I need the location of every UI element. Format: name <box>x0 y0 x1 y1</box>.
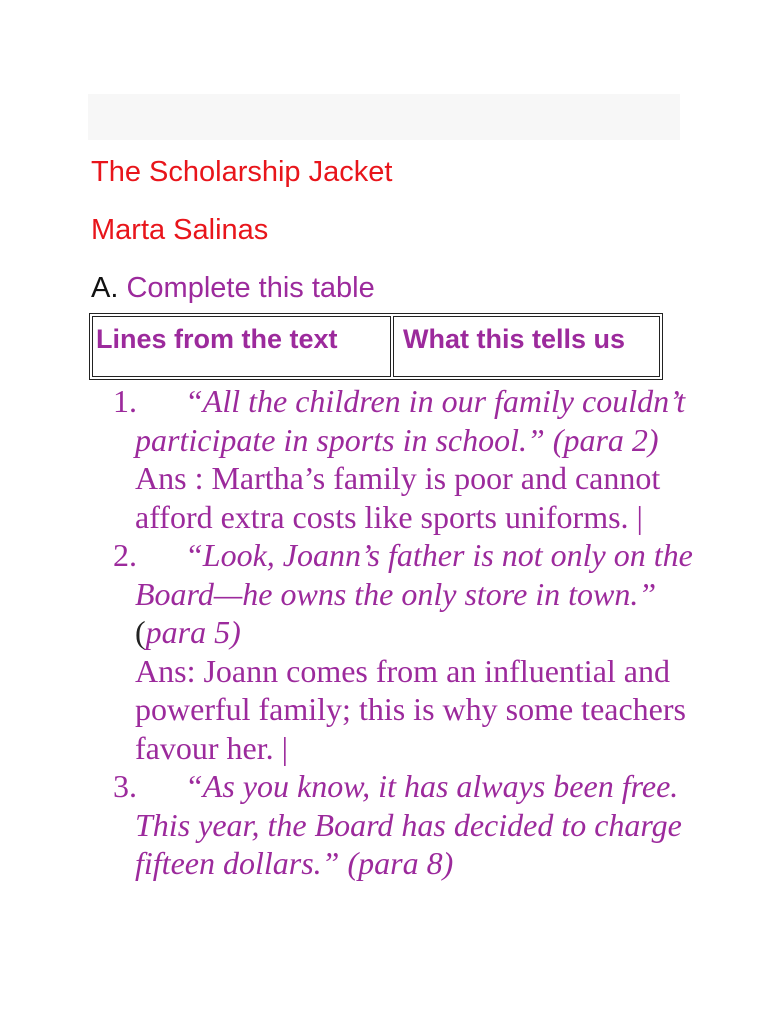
document-author: Marta Salinas <box>91 214 269 246</box>
item-quote: “All the children in our family couldn’t participate in sports in school.” <box>135 383 686 458</box>
list-item <box>0 536 768 767</box>
item-quote: “As you know, it has always been free. This year, the Board has decided to charge fifteen dollars.” <box>135 768 682 881</box>
item-number: 3. <box>113 768 137 804</box>
table-header-what-this-tells-us: What this tells us <box>393 316 660 377</box>
item-reference-paren: ( <box>135 614 146 650</box>
item-answer: Ans: Joann comes from an influential and powerful family; this is why some teachers favour her. | <box>135 652 686 766</box>
list-item <box>0 767 768 883</box>
item-answer: Ans : Martha’s family is poor and cannot afford extra costs like sports uniforms. | <box>135 460 661 535</box>
item-number: 2. <box>113 537 137 573</box>
section-heading <box>91 271 375 305</box>
item-reference: (para 2) <box>552 421 659 458</box>
answer-table <box>89 313 663 380</box>
question-list <box>0 382 768 883</box>
item-reference: para 5) <box>145 614 241 650</box>
table-header-row <box>92 316 660 377</box>
list-item <box>0 382 768 536</box>
item-number: 1. <box>113 383 137 419</box>
document-title: The Scholarship Jacket <box>91 156 393 188</box>
table-header-lines-from-text: Lines from the text <box>92 316 391 377</box>
section-letter: A. <box>91 272 119 304</box>
section-instruction: Complete this table <box>126 272 375 304</box>
item-reference: (para 8) <box>347 845 454 881</box>
item-quote: “Look, Joann’s father is not only on the Board—he owns the only store in town.” <box>135 537 693 612</box>
top-bar <box>88 94 680 140</box>
